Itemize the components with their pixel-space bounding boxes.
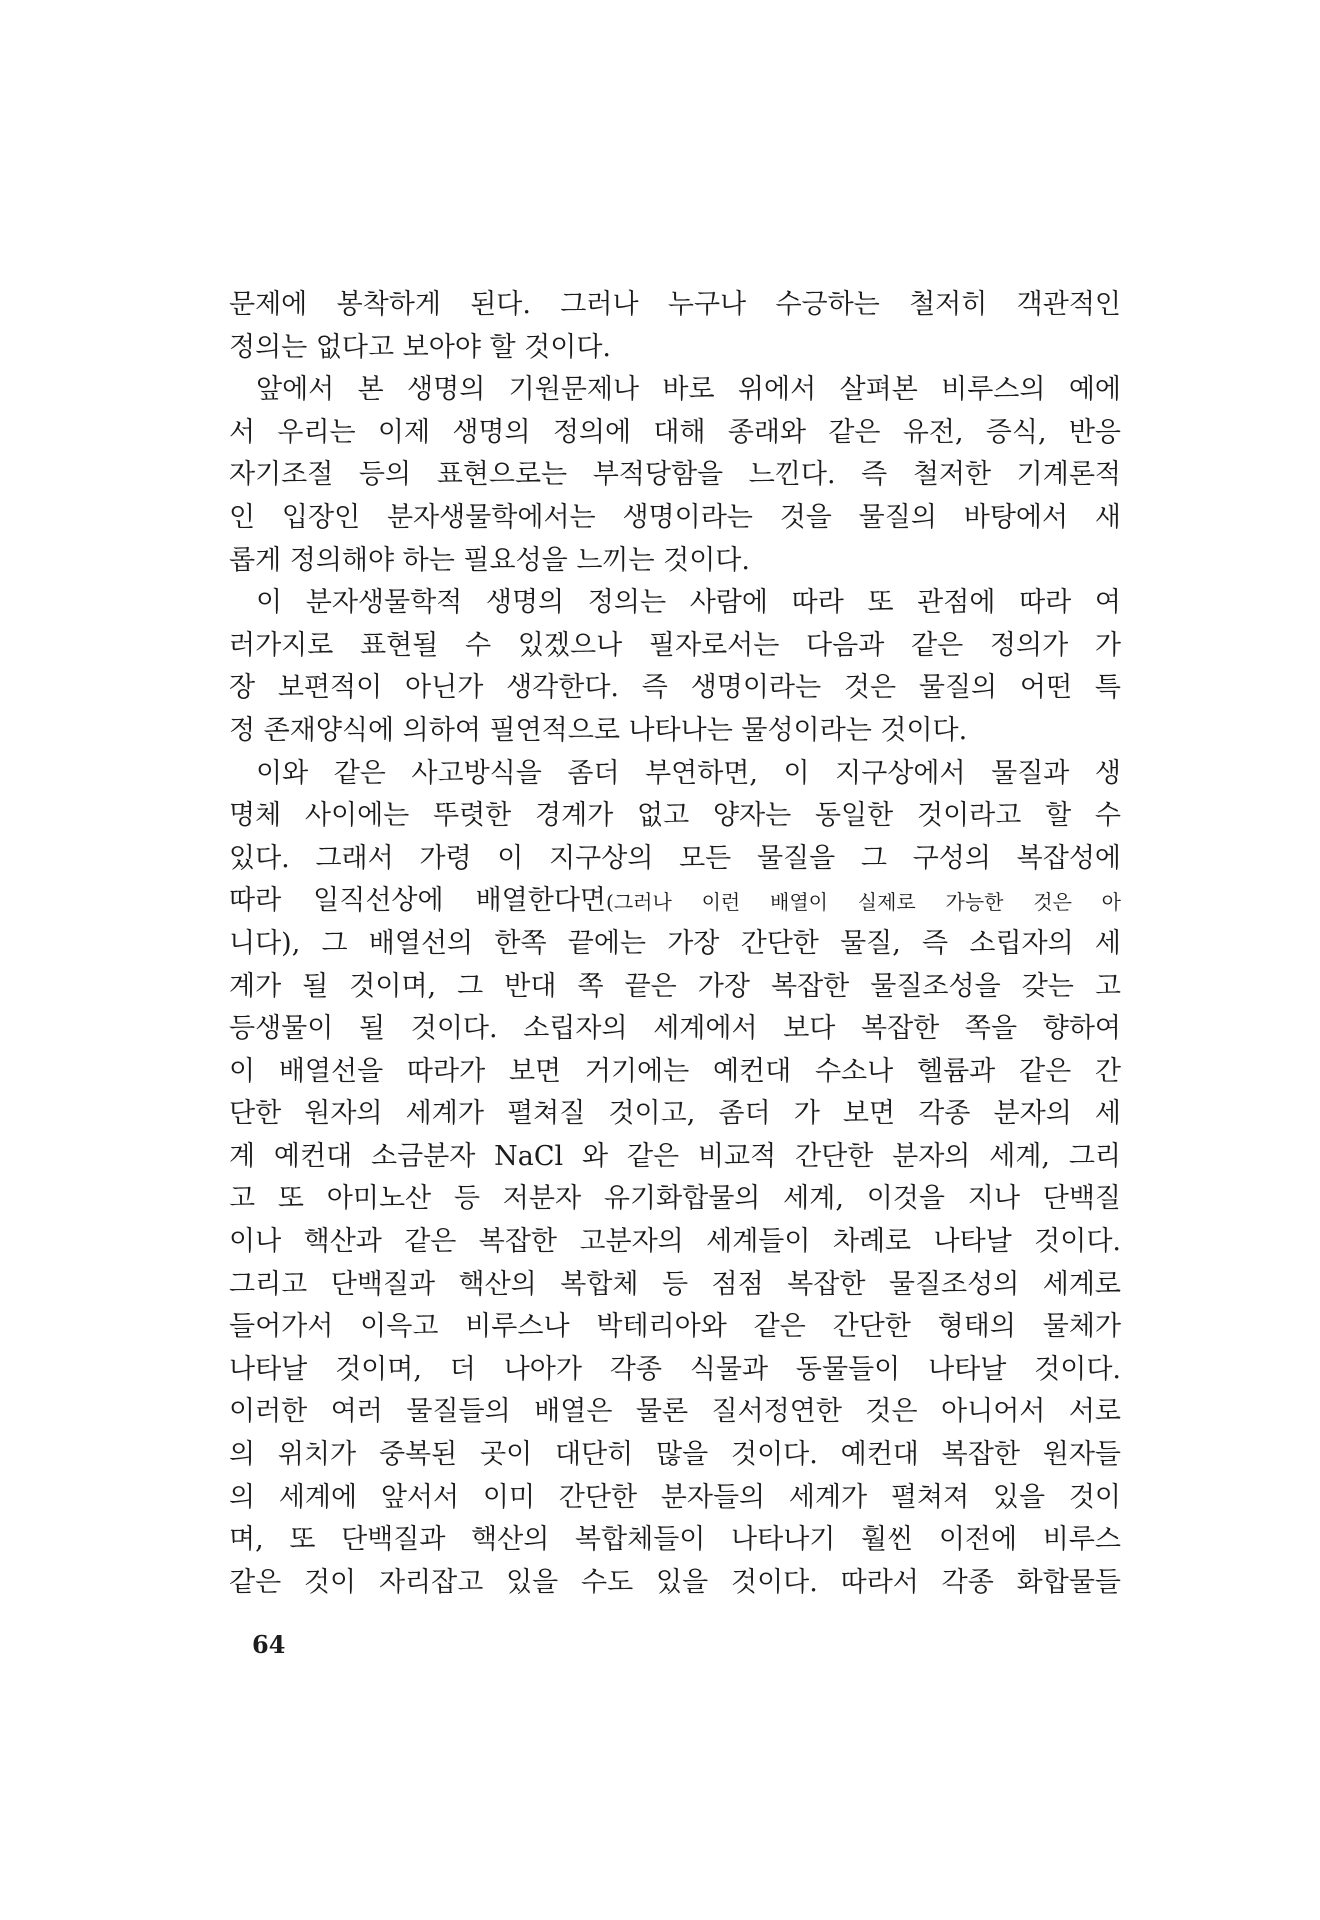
text-line: 단한 원자의 세계가 펼쳐질 것이고, 좀더 가 보면 각종 분자의 세: [229, 1098, 1121, 1130]
text-line: 따라 일직선상에 배열한다면(그러나 이런 배열이 실제로 가능한 것은 아: [229, 885, 1121, 917]
text-line: 장 보편적이 아닌가 생각한다. 즉 생명이라는 것은 물질의 어떤 특: [229, 672, 1121, 704]
text-line: 인 입장인 분자생물학에서는 생명이라는 것을 물질의 바탕에서 새: [229, 501, 1121, 533]
text-line: 이나 핵산과 같은 복잡한 고분자의 세계들이 차례로 나타날 것이다.: [229, 1226, 1121, 1258]
text-line: 계가 될 것이며, 그 반대 쪽 끝은 가장 복잡한 물질조성을 갖는 고: [229, 970, 1121, 1002]
text-line: 이 배열선을 따라가 보면 거기에는 예컨대 수소나 헬륨과 같은 간: [229, 1055, 1121, 1087]
text-line: 서 우리는 이제 생명의 정의에 대해 종래와 같은 유전, 증식, 반응: [229, 416, 1121, 448]
body-text: [229, 284, 1121, 1604]
text-line: 명체 사이에는 뚜렷한 경계가 없고 양자는 동일한 것이라고 할 수: [229, 800, 1121, 832]
text-line: 그리고 단백질과 핵산의 복합체 등 점점 복잡한 물질조성의 세계로: [229, 1268, 1121, 1300]
text-line: 들어가서 이윽고 비루스나 박테리아와 같은 간단한 형태의 물체가: [229, 1311, 1121, 1343]
text-line: 자기조절 등의 표현으로는 부적당함을 느낀다. 즉 철저한 기계론적: [229, 459, 1121, 491]
text-line: 이 분자생물학적 생명의 정의는 사람에 따라 또 관점에 따라 여: [256, 587, 1121, 619]
text-line: 의 세계에 앞서서 이미 간단한 분자들의 세계가 펼쳐져 있을 것이: [229, 1481, 1121, 1513]
text-line: 있다. 그래서 가령 이 지구상의 모든 물질을 그 구성의 복잡성에: [229, 842, 1121, 874]
text-line: 계 예컨대 소금분자 NaCl 와 같은 비교적 간단한 분자의 세계, 그리: [229, 1140, 1121, 1172]
text-line: 문제에 봉착하게 된다. 그러나 누구나 수긍하는 철저히 객관적인: [229, 289, 1121, 320]
text-line: 등생물이 될 것이다. 소립자의 세계에서 보다 복잡한 쪽을 향하여: [229, 1013, 1121, 1045]
text-line: 정 존재양식에 의하여 필연적으로 나타나는 물성이라는 것이다.: [229, 714, 968, 746]
text-line: 의 위치가 중복된 곳이 대단히 많을 것이다. 예컨대 복잡한 원자들: [229, 1439, 1121, 1471]
text-line: 러가지로 표현될 수 있겠으나 필자로서는 다음과 같은 정의가 가: [229, 629, 1121, 661]
text-line: 니다), 그 배열선의 한쪽 끝에는 가장 간단한 물질, 즉 소립자의 세: [229, 927, 1121, 959]
text-line: 롭게 정의해야 하는 필요성을 느끼는 것이다.: [229, 544, 750, 576]
text-line: 이러한 여러 물질들의 배열은 물론 질서정연한 것은 아니어서 서로: [229, 1396, 1121, 1428]
page-number: 64: [252, 1630, 286, 1659]
text-line: 며, 또 단백질과 핵산의 복합체들이 나타나기 훨씬 이전에 비루스: [229, 1524, 1121, 1556]
text-line: 고 또 아미노산 등 저분자 유기화합물의 세계, 이것을 지나 단백질: [229, 1183, 1121, 1215]
text-line: 앞에서 본 생명의 기원문제나 바로 위에서 살펴본 비루스의 예에: [256, 374, 1121, 406]
text-line: 같은 것이 자리잡고 있을 수도 있을 것이다. 따라서 각종 화합물들: [229, 1566, 1121, 1598]
text-line: 이와 같은 사고방식을 좀더 부연하면, 이 지구상에서 물질과 생: [256, 757, 1121, 789]
text-line: 나타날 것이며, 더 나아가 각종 식물과 동물들이 나타날 것이다.: [229, 1353, 1121, 1385]
text-line: 정의는 없다고 보아야 할 것이다.: [229, 331, 611, 363]
